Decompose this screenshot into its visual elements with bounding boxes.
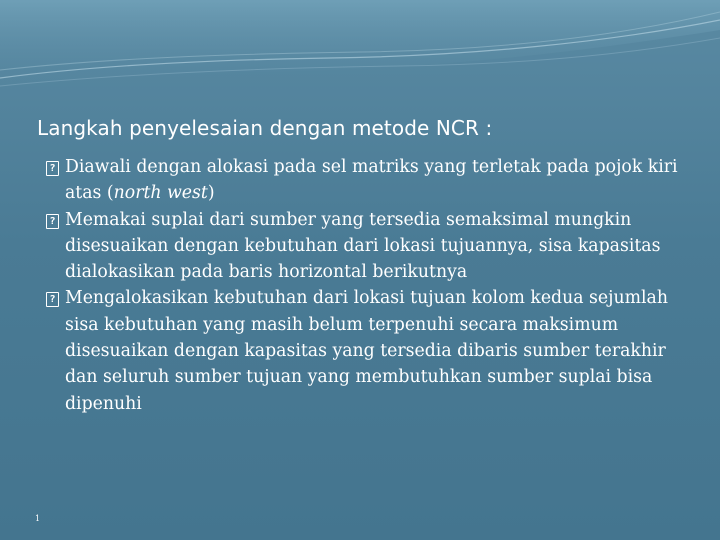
top-wave-decoration bbox=[0, 0, 720, 90]
replacement-character-icon bbox=[46, 161, 59, 176]
bullet-text-before: Diawali dengan alokasi pada sel matriks yang terletak pada pojok kiri atas ( bbox=[65, 157, 678, 204]
page-number: 1 bbox=[35, 514, 41, 523]
replacement-character-icon bbox=[46, 214, 59, 229]
bullet-item bbox=[46, 285, 696, 416]
bullet-text: Memakai suplai dari sumber yang tersedia semaksimal mungkin disesuaikan dengan kebutuhan dari lokasi tujuannya, sisa kapasitas dialokasikan pada baris horizontal berikutnya bbox=[65, 209, 661, 283]
bullet-text-after: ) bbox=[207, 183, 215, 204]
bullet-item bbox=[46, 154, 696, 207]
bullet-text-italic: north west bbox=[113, 183, 208, 204]
slide-title: Langkah penyelesaian dengan metode NCR : bbox=[37, 116, 493, 140]
bullet-item bbox=[46, 207, 696, 286]
replacement-character-icon bbox=[46, 292, 59, 307]
bullet-list bbox=[46, 154, 696, 417]
bullet-text: Mengalokasikan kebutuhan dari lokasi tujuan kolom kedua sejumlah sisa kebutuhan yang masih belum terpenuhi secara maksimum disesuaikan dengan kapasitas yang tersedia dibaris sumber terakhir dan seluruh sumber tujuan yang membutuhkan sumber suplai bisa dipenuhi bbox=[65, 288, 668, 414]
